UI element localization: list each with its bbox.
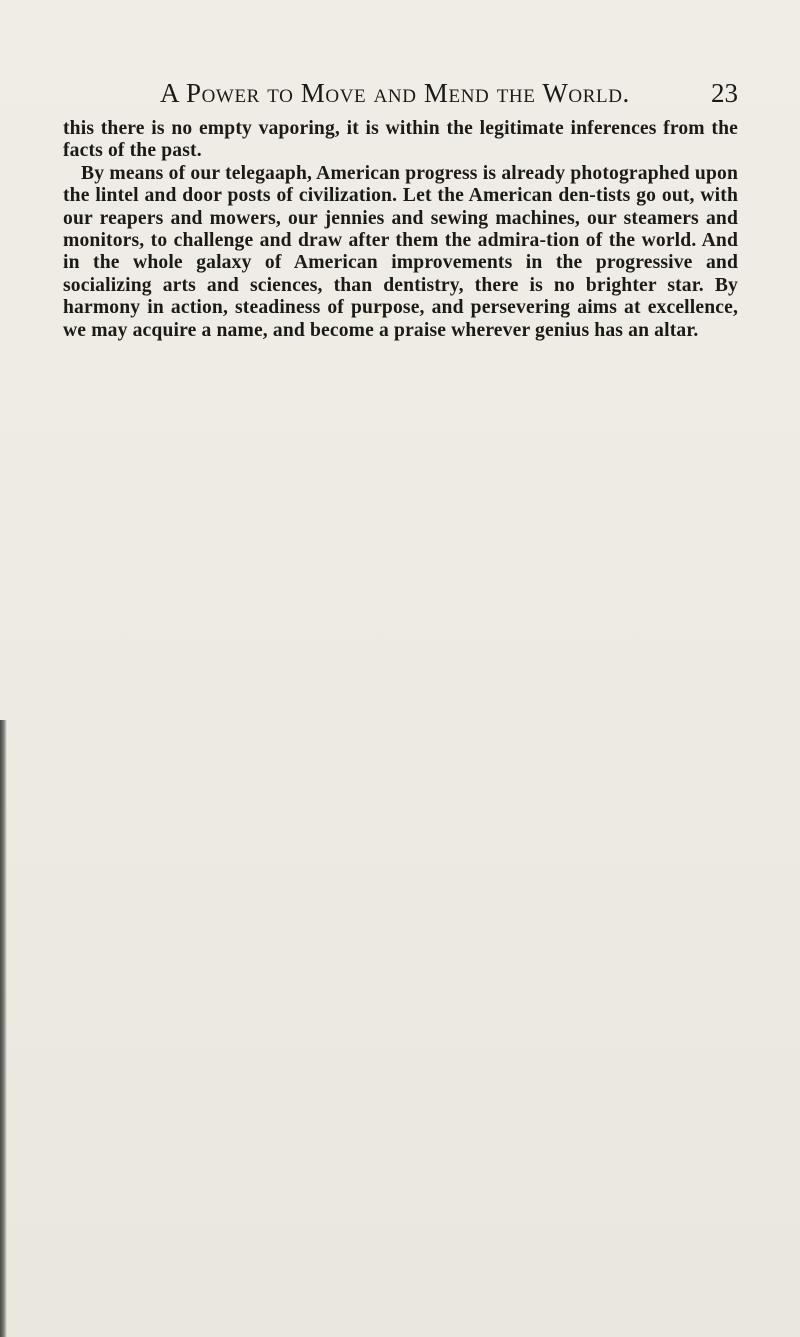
running-title-text: Power to Move and Mend the World. xyxy=(185,78,630,108)
paragraph-main: By means of our telegaaph, American progress is already photographed upon the lintel and door posts of civilization. Let the American den-tists go out, with our reapers and mowers, our jennies and sewing machines, our steamers and monitors, to challenge and draw after them the admira-tion of the world. And in the whole galaxy of American improvements in the progressive and socializing arts and sciences, than dentistry, there is no brighter star. By harmony in action, steadiness of purpose, and persevering aims at excellence, we may acquire a name, and become a praise wherever genius has an altar. xyxy=(63,162,738,341)
body-text xyxy=(63,118,738,342)
page-header xyxy=(160,78,738,108)
paragraph-continuation: this there is no empty vaporing, it is within the legitimate inferences from the facts of the past. xyxy=(63,118,738,162)
page-number: 23 xyxy=(711,78,738,108)
page-binding-shadow xyxy=(0,720,7,1337)
running-title xyxy=(160,78,630,109)
running-title-initial: A xyxy=(160,78,179,108)
